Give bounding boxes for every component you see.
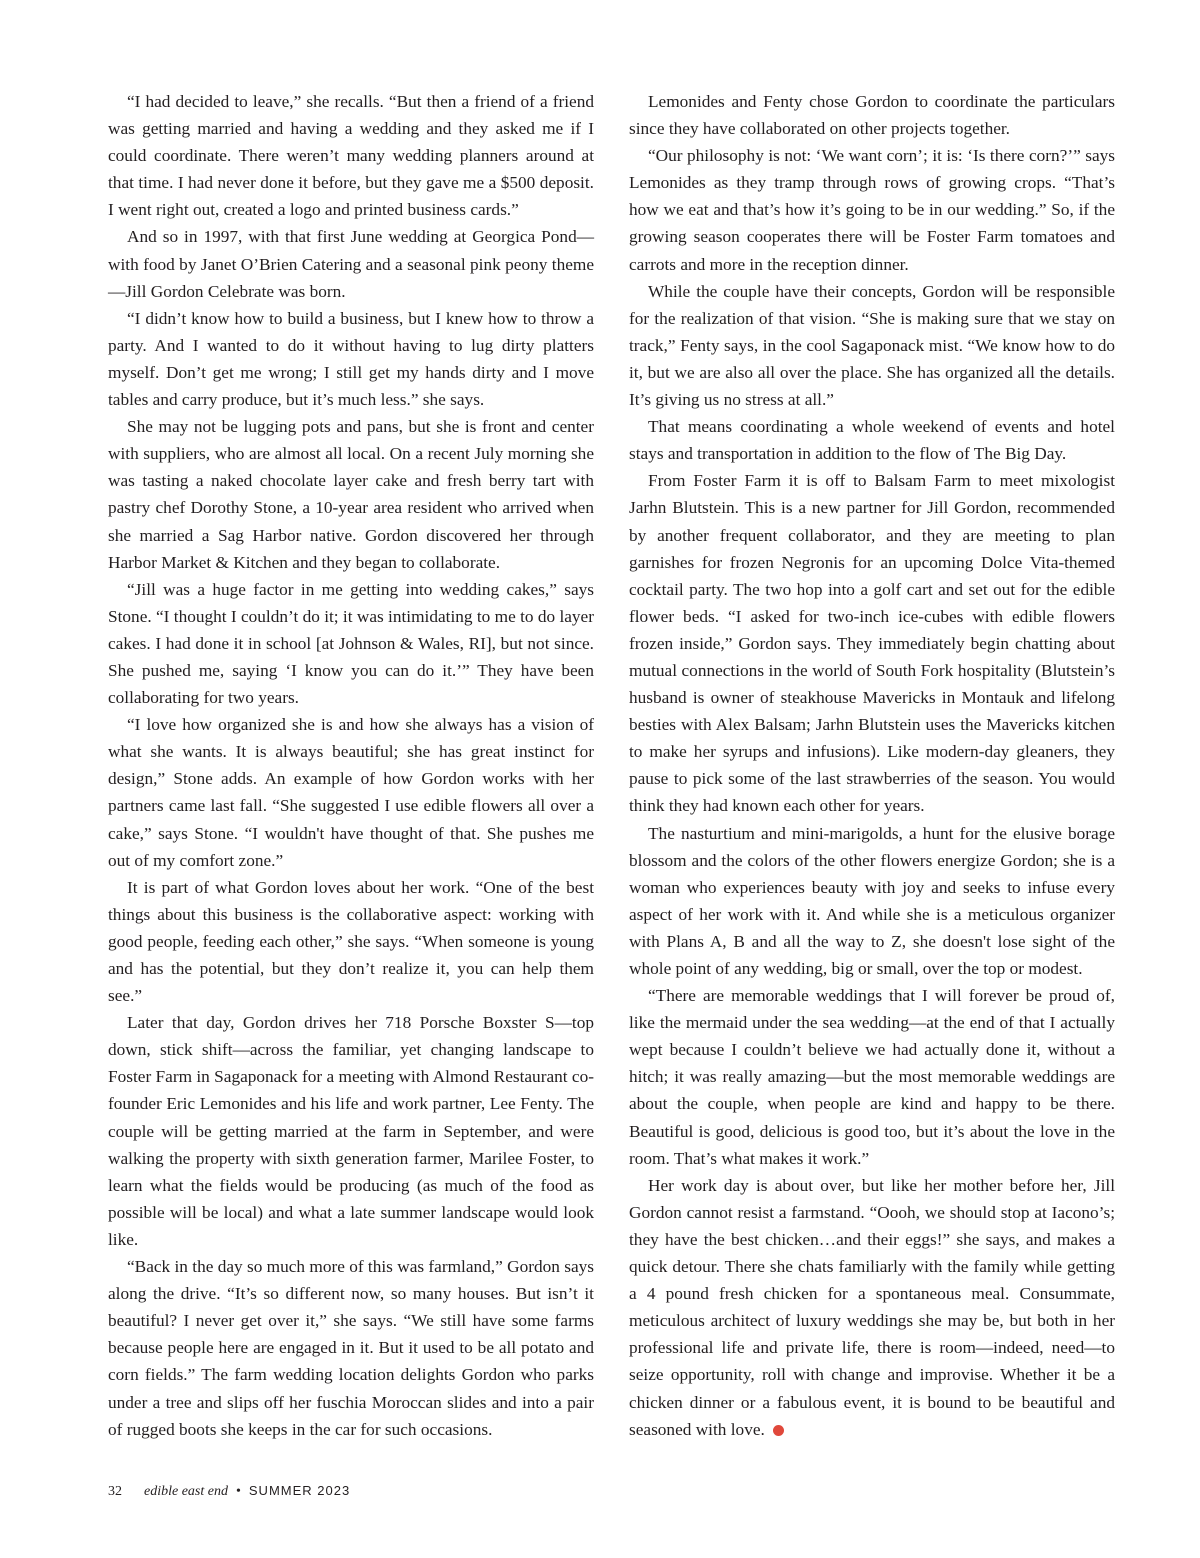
end-mark-dot-icon — [773, 1425, 784, 1436]
page-footer — [108, 1483, 350, 1500]
final-paragraph — [629, 1172, 1115, 1443]
paragraph: The nasturtium and mini-marigolds, a hunt for the elusive borage blossom and the colors of the other flowers energize Gordon; she is a woman who experiences beauty with joy and seeks to infuse every aspect of her work with it. And while she is a meticulous organizer with Plans A, B and all the way to Z, she doesn't lose sight of the whole point of any wedding, big or small, over the top or modest. — [629, 823, 1115, 978]
paragraph: And so in 1997, with that first June wedding at Georgica Pond—with food by Janet O’Brien Catering and a seasonal pink peony theme—Jill Gordon Celebrate was born. — [108, 227, 594, 301]
paragraph: It is part of what Gordon loves about her work. “One of the best things about this business is the collaborative aspect: working with good people, feeding each other,” she says. “When someone is young and has the potential, but they don’t realize it, you can help them see.” — [108, 877, 594, 1006]
paragraph: “Our philosophy is not: ‘We want corn’; it is: ‘Is there corn?’” says Lemonides as they tramp through rows of growing crops. “That’s how we eat and that’s how it’s going to be in our wedding.” So, if the growing season cooperates there will be Foster Farm tomatoes and carrots and more in the reception dinner. — [629, 146, 1115, 274]
paragraph: From Foster Farm it is off to Balsam Farm to meet mixologist Jarhn Blutstein. This is a new partner for Jill Gordon, recommended by another frequent collaborator, and they are meeting to plan garnishes for frozen Negronis for an upcoming Dolce Vita-themed cocktail party. The two hop into a golf cart and set out for the edible flower beds. “I asked for two-inch ice-cubes with edible flowers frozen inside,” Gordon says. They immediately begin chatting about mutual connections in the world of South Fork hospitality (Blutstein’s husband is owner of steakhouse Mavericks in Montauk and lifelong besties with Alex Balsam; Jarhn Blutstein uses the Mavericks kitchen to make her syrups and infusions). Like modern-day gleaners, they pause to pick some of the last strawberries of the season. You would think they had known each other for years. — [629, 471, 1115, 816]
paragraph: “I love how organized she is and how she always has a vision of what she wants. It is always beautiful; she has great instinct for design,” Stone adds. An example of how Gordon works with her partners came last fall. “She suggested I use edible flowers all over a cake,” says Stone. “I wouldn't have thought of that. She pushes me out of my comfort zone.” — [108, 715, 594, 870]
paragraph: “Jill was a huge factor in me getting into wedding cakes,” says Stone. “I thought I couldn’t do it; it was intimidating to me to do layer cakes. I had done it in school [at Johnson & Wales, RI], but not since. She pushed me, saying ‘I know you can do it.’” They have been collaborating for two years. — [108, 579, 594, 708]
paragraph: “I didn’t know how to build a business, but I knew how to throw a party. And I wanted to do it without having to lug dirty platters myself. Don’t get me wrong; I still get my hands dirty and I move tables and carry produce, but it’s much less.” she says. — [108, 308, 594, 410]
paragraph: Later that day, Gordon drives her 718 Porsche Boxster S—top down, stick shift—across the familiar, yet changing landscape to Foster Farm in Sagaponack for a meeting with Almond Restaurant co-founder Eric Lemonides and his life and work partner, Lee Fenty. The couple will be getting married at the farm in September, and were walking the property with sixth generation farmer, Marilee Foster, to learn what the fields would be producing (as much of the food as possible will be local) and what a late summer landscape would look like. — [108, 1013, 594, 1249]
paragraph: “There are memorable weddings that I will forever be proud of, like the mermaid under the sea wedding—at the end of that I actually wept because I couldn’t believe we had actually done it, without a hitch; it was really amazing—but the most memorable weddings are about the couple, when people are kind and happy to be there. Beautiful is good, delicious is good too, but it’s about the love in the room. That’s what makes it work.” — [629, 986, 1115, 1168]
paragraph: Lemonides and Fenty chose Gordon to coordinate the particulars since they have collaborated on other projects together. — [629, 92, 1115, 139]
article-column-right — [629, 88, 1115, 1443]
paragraph: That means coordinating a whole weekend of events and hotel stays and transportation in addition to the flow of The Big Day. — [629, 417, 1115, 464]
article-column-left — [108, 88, 594, 1443]
paragraph: “I had decided to leave,” she recalls. “But then a friend of a friend was getting married and having a wedding and they asked me if I could coordinate. There weren’t many wedding planners around at that time. I had never done it before, but they gave me a $500 deposit. I went right out, created a logo and printed business cards.” — [108, 92, 594, 220]
page-number: 32 — [108, 1484, 122, 1499]
footer-separator: • — [235, 1484, 241, 1499]
issue-label: SUMMER 2023 — [248, 1483, 351, 1498]
paragraph: While the couple have their concepts, Gordon will be responsible for the realization of that vision. “She is making sure that we stay on track,” Fenty says, in the cool Sagaponack mist. “We know how to do it, but we are also all over the place. She has organized all the details. It’s giving us no stress at all.” — [629, 281, 1115, 410]
paragraph: She may not be lugging pots and pans, but she is front and center with suppliers, who are almost all local. On a recent July morning she was tasting a naked chocolate layer cake and fresh berry tart with pastry chef Dorothy Stone, a 10-year area resident who arrived when she married a Sag Harbor native. Gordon discovered her through Harbor Market & Kitchen and they began to collaborate. — [108, 417, 594, 572]
paragraph: “Back in the day so much more of this was farmland,” Gordon says along the drive. “It’s so different now, so many houses. But isn’t it beautiful? I never get over it,” she says. “We still have some farms because people here are engaged in it. But it used to be all potato and corn fields.” The farm wedding location delights Gordon who parks under a tree and slips off her fuschia Moroccan slides and into a pair of rugged boots she keeps in the car for such occasions. — [108, 1257, 594, 1439]
publication-name: edible east end — [144, 1484, 228, 1499]
final-paragraph-text: Her work day is about over, but like her mother before her, Jill Gordon cannot resist a farmstand. “Oooh, we should stop at Iacono’s; they have the best chicken…and their eggs!” she says, and makes a quick detour. There she chats familiarly with the family while getting a 4 pound fresh chicken for a spontaneous meal. Consummate, meticulous architect of luxury weddings she may be, but both in her professional life and private life, there is room—indeed, need—to seize opportunity, roll with change and improvise. Whether it be a chicken dinner or a fabulous event, it is bound to be beautiful and seasoned with love. — [629, 1175, 1115, 1439]
